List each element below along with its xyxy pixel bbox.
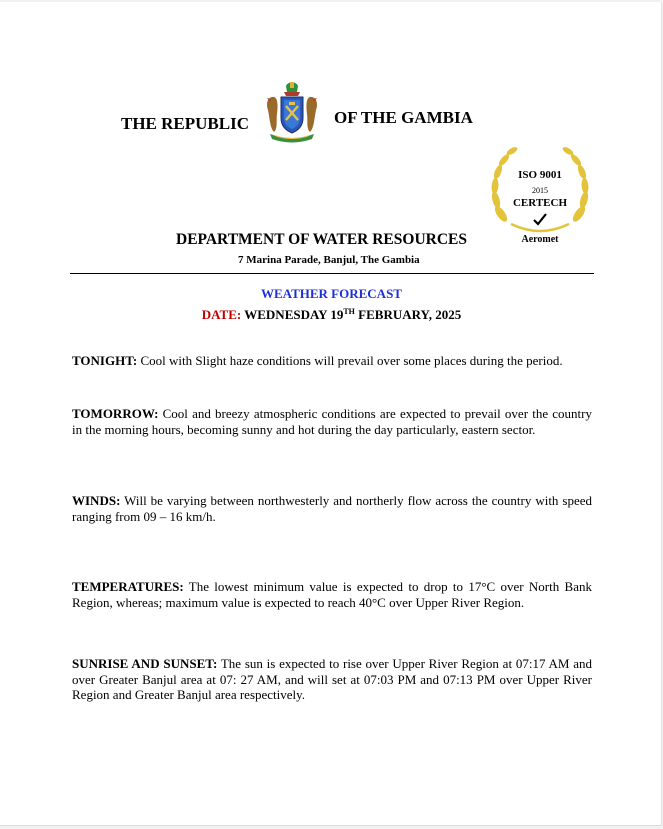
section-sunrise-sunset bbox=[72, 656, 592, 703]
coat-of-arms-icon bbox=[264, 80, 320, 144]
department-address: 7 Marina Parade, Banjul, The Gambia bbox=[238, 254, 420, 266]
forecast-title: WEATHER FORECAST bbox=[261, 286, 402, 301]
tomorrow-text: Cool and breezy atmospheric conditions are expected to prevail over the country in the morning hours, becoming sunny and hot during the day particularly, eastern sector. bbox=[72, 406, 592, 437]
tonight-label: TONIGHT: bbox=[72, 353, 138, 368]
temperatures-label: TEMPERATURES: bbox=[72, 579, 184, 594]
republic-left-text: THE REPUBLIC bbox=[121, 114, 249, 133]
date-value-pre: WEDNESDAY 19 bbox=[241, 307, 344, 322]
tonight-text: Cool with Slight haze conditions will prevail over some places during the period. bbox=[137, 353, 563, 368]
iso-line1: ISO 9001 bbox=[518, 169, 562, 181]
temperatures-text: The lowest minimum value is expected to drop to 17°C over North Bank Region, whereas; maximum value is expected to reach 40°C over Upper River Region. bbox=[72, 579, 592, 610]
header-divider bbox=[70, 273, 594, 274]
sunrise-sunset-text: The sun is expected to rise over Upper River Region at 07:17 AM and over Greater Banjul area at 07: 27 AM, and will set at 07:03 PM and 07:13 PM over Upper River Region and Greater Banjul area respectively. bbox=[72, 656, 593, 702]
date-suffix: TH bbox=[343, 307, 355, 316]
iso-9001-badge bbox=[489, 142, 591, 246]
section-winds bbox=[72, 493, 592, 524]
check-icon bbox=[534, 214, 546, 224]
section-temperatures bbox=[72, 579, 592, 610]
forecast-date bbox=[0, 307, 663, 323]
document-page bbox=[0, 2, 662, 826]
winds-label: WINDS: bbox=[72, 493, 121, 508]
iso-footer: Aeromet bbox=[521, 234, 559, 245]
section-tonight bbox=[72, 353, 592, 369]
date-value-post: FEBRUARY, 2025 bbox=[354, 307, 462, 322]
republic-right-text: OF THE GAMBIA bbox=[334, 108, 473, 127]
iso-line2: 2015 bbox=[532, 186, 548, 195]
date-label: DATE: bbox=[201, 307, 242, 322]
iso-line3: CERTECH bbox=[512, 197, 568, 209]
winds-text: Will be varying between northwesterly and northerly flow across the country with speed ranging from 09 – 16 km/h. bbox=[72, 493, 592, 524]
sunrise-sunset-label: SUNRISE AND SUNSET: bbox=[72, 656, 218, 671]
tomorrow-label: TOMORROW: bbox=[72, 406, 159, 421]
section-tomorrow bbox=[72, 406, 592, 437]
department-title: DEPARTMENT OF WATER RESOURCES bbox=[176, 231, 467, 248]
